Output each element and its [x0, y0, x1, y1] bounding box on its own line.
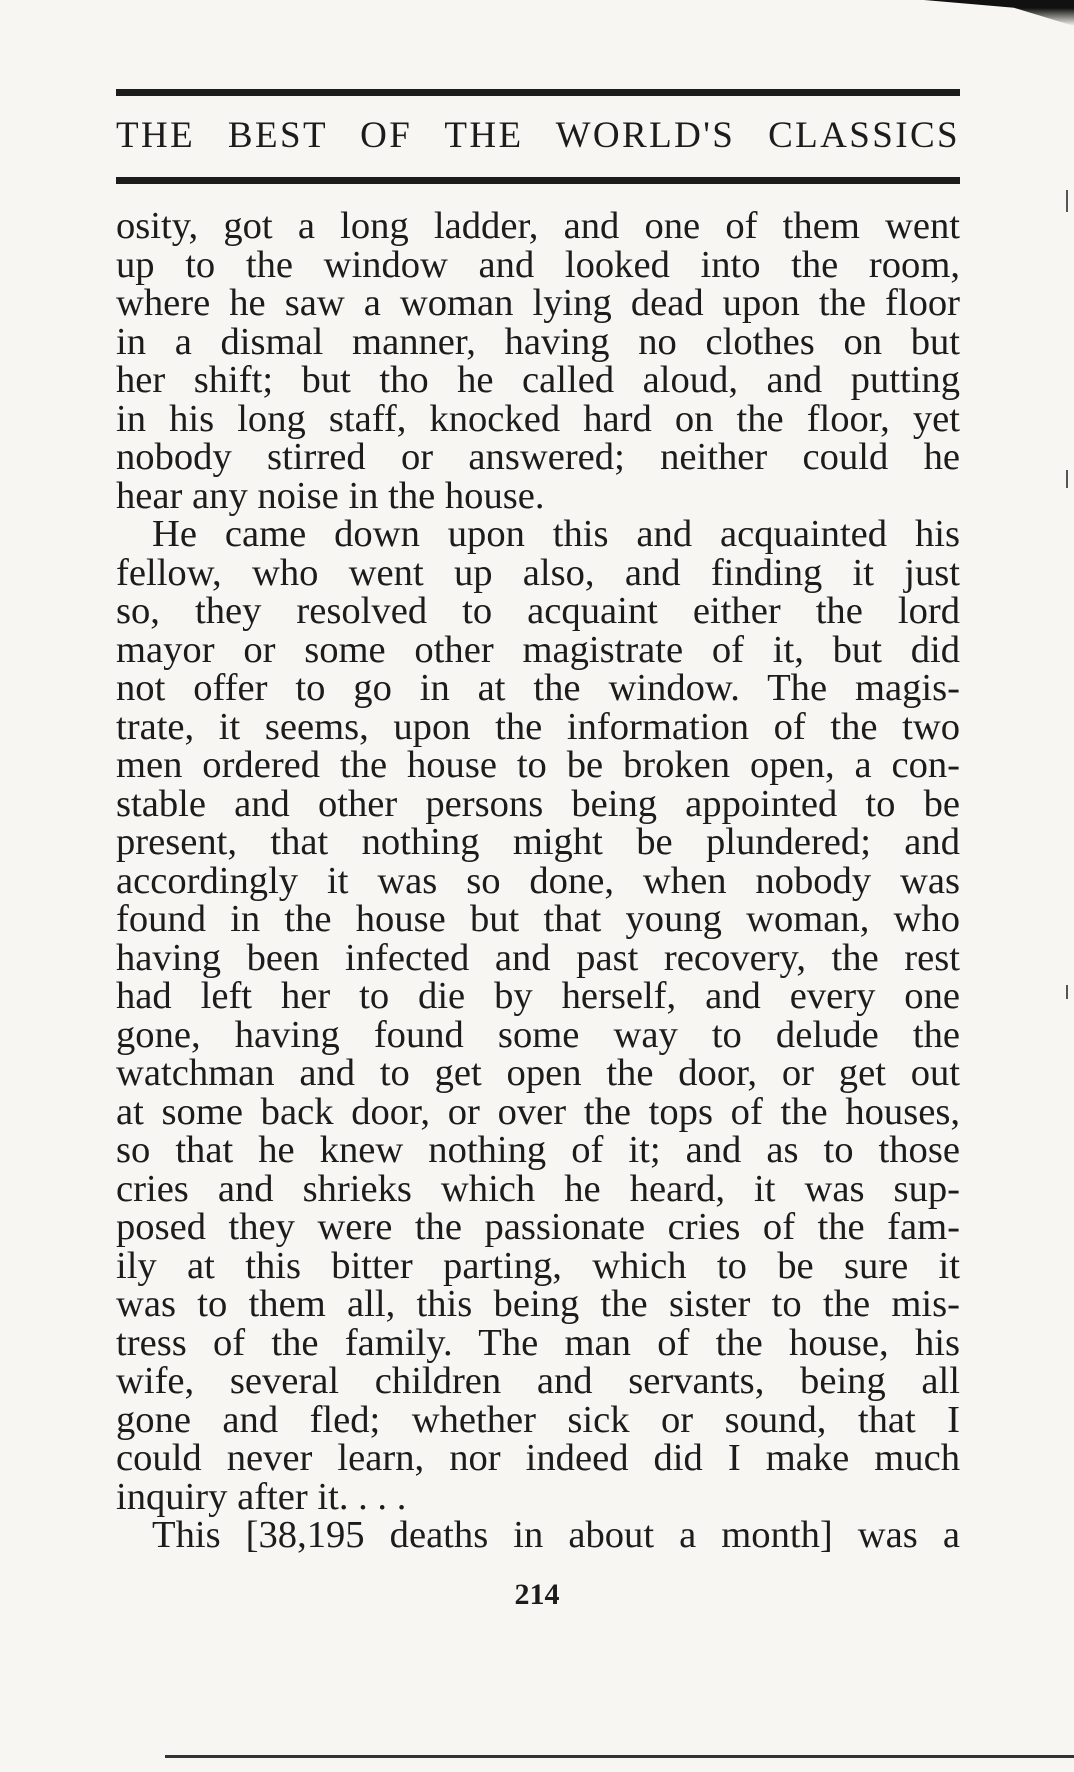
page-corner-shadow	[924, 0, 1074, 26]
text-line: posed they were the passionate cries of the fam-	[116, 1206, 960, 1248]
text-line: accordingly it was so done, when nobody was	[116, 859, 960, 902]
text-line: in his long staff, knocked hard on the floor, yet	[116, 397, 960, 440]
text-line: her shift; but tho he called aloud, and putting	[116, 359, 960, 401]
text-line: having been infected and past recovery, the rest	[116, 936, 960, 979]
text-line: where he saw a woman lying dead upon the floor	[116, 282, 960, 324]
text-line: mayor or some other magistrate of it, but did	[116, 628, 960, 671]
text-line: men ordered the house to be broken open, a con-	[116, 744, 960, 786]
text-line: had left her to die by herself, and every one	[116, 975, 960, 1017]
text-line: trate, it seems, upon the information of the two	[116, 705, 960, 748]
header-rule-top	[116, 89, 960, 96]
text-line: not offer to go in at the window. The magis-	[116, 667, 960, 709]
text-line: so that he knew nothing of it; and as to those	[116, 1129, 960, 1171]
text-line: was to them all, this being the sister to the mis-	[116, 1283, 960, 1325]
text-line: up to the window and looked into the room,	[116, 243, 960, 286]
running-head: THE BEST OF THE WORLD'S CLASSICS	[116, 115, 960, 156]
text-line: He came down upon this and acquainted his	[152, 513, 960, 555]
page-number: 214	[514, 1578, 560, 1611]
text-line: present, that nothing might be plundered; and	[116, 821, 960, 863]
text-line: wife, several children and servants, being all	[116, 1360, 960, 1402]
header-rule-bottom	[116, 177, 960, 184]
margin-mark	[1066, 985, 1068, 999]
text-line: stable and other persons being appointed to be	[116, 782, 960, 825]
text-line: could never learn, nor indeed did I make much	[116, 1437, 960, 1479]
text-line: gone and fled; whether sick or sound, that I	[116, 1398, 960, 1441]
text-line: inquiry after it. . . .	[116, 1475, 407, 1518]
page-bottom-edge	[165, 1755, 1074, 1758]
text-line: at some back door, or over the tops of the houses,	[116, 1090, 960, 1133]
text-line: tress of the family. The man of the house, his	[116, 1321, 960, 1364]
text-line: This [38,195 deaths in about a month] was a	[152, 1514, 960, 1556]
text-line: hear any noise in the house.	[116, 474, 545, 517]
text-line: nobody stirred or answered; neither could he	[116, 436, 960, 478]
text-line: so, they resolved to acquaint either the lord	[116, 590, 960, 632]
body-text	[116, 207, 960, 1555]
margin-mark	[1066, 470, 1068, 488]
text-line: watchman and to get open the door, or get out	[116, 1052, 960, 1094]
margin-mark	[1066, 190, 1068, 212]
text-line: osity, got a long ladder, and one of them went	[116, 205, 960, 247]
text-line: in a dismal manner, having no clothes on but	[116, 320, 960, 363]
text-line: ily at this bitter parting, which to be sure it	[116, 1244, 960, 1287]
text-line: gone, having found some way to delude the	[116, 1013, 960, 1056]
text-line: fellow, who went up also, and finding it just	[116, 551, 960, 594]
text-line: found in the house but that young woman, who	[116, 898, 960, 940]
text-line: cries and shrieks which he heard, it was sup-	[116, 1167, 960, 1210]
